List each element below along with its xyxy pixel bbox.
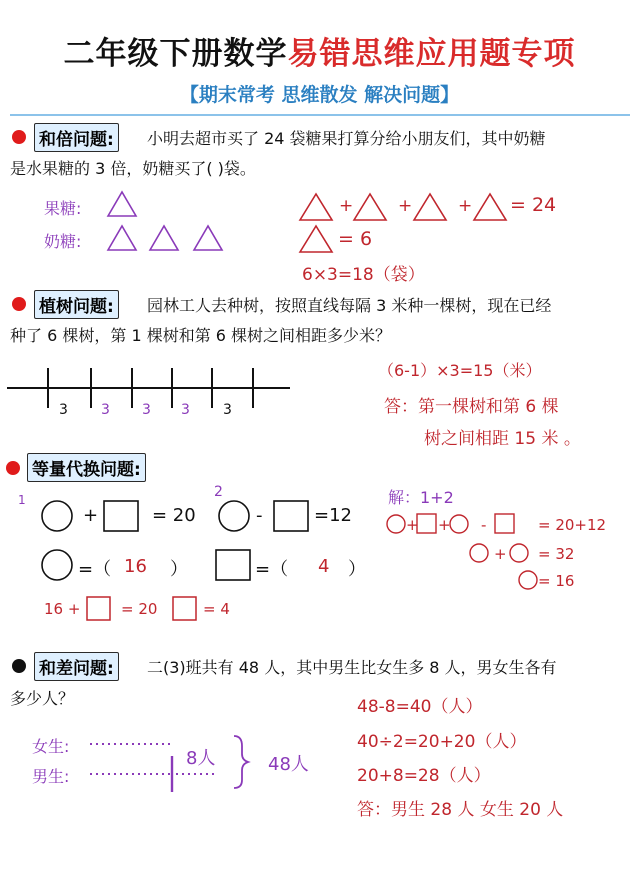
title-part2: 易错思维应用题专项	[287, 36, 576, 72]
square-answer-value: 4	[318, 556, 330, 577]
section4-question-line1: 二(3)班共有 48 人，其中男生比女生多 8 人，男女生各有	[147, 658, 557, 677]
circle-answer-value: 16	[124, 556, 147, 577]
section3-label: 等量代换问题:	[27, 453, 146, 482]
section2-answer-line2: 树之间相距 15 米 。	[424, 429, 581, 449]
sum-result: = 24	[510, 194, 557, 216]
check-left: 16 +	[44, 600, 81, 618]
solution-line1: = 20+12	[538, 516, 607, 534]
square-icon	[86, 596, 112, 622]
section2-label: 植树问题:	[34, 290, 119, 319]
fruit-candy-label: 果糖:	[44, 199, 82, 218]
plus-sign: +	[458, 196, 473, 216]
plus-sign: +	[398, 196, 413, 216]
boys-label: 男生:	[32, 767, 70, 786]
triangle-icon	[150, 226, 178, 250]
milk-candy-result: 6×3=18（袋）	[302, 265, 425, 285]
square-icon	[417, 514, 436, 533]
solution-shapes	[386, 512, 546, 592]
page-subtitle: 【期末常考 思维散发 解决问题】	[179, 84, 460, 106]
triangle-icon	[300, 226, 332, 252]
triangle-icon	[474, 194, 506, 220]
circle-answer-close: ）	[170, 559, 188, 580]
square-icon	[216, 550, 250, 580]
bullet-dot	[12, 130, 26, 144]
square-answer-close: ）	[348, 559, 366, 580]
spacing-label: 3	[181, 402, 190, 418]
svg-text:+: +	[438, 516, 451, 534]
equation2-result: =12	[314, 505, 352, 526]
square-icon	[172, 596, 198, 622]
section1-question-line2: 是水果糖的 3 倍，奶糖买了( )袋。	[10, 159, 256, 178]
triangle-icon	[300, 194, 332, 220]
square-icon	[104, 501, 138, 531]
section4-answer: 答：男生 28 人 女生 20 人	[357, 800, 564, 820]
circle-icon	[219, 501, 249, 531]
spacing-label: 3	[101, 402, 110, 418]
section4-calc2: 40÷2=20+20（人）	[357, 732, 527, 752]
square-answer-open: =（	[255, 559, 289, 580]
section1-question-line1: 小明去超市买了 24 袋糖果打算分给小朋友们，其中奶糖	[147, 129, 546, 148]
section4-question-line2: 多少人？	[10, 689, 75, 708]
circle-icon	[42, 550, 72, 580]
plus-sign: +	[83, 505, 99, 526]
solution-line2: = 32	[538, 545, 575, 563]
solution-title: 解：1+2	[388, 488, 454, 507]
divider	[10, 114, 630, 116]
section2-question-line2: 种了 6 棵树，第 1 棵树和第 6 棵树之间相距多少米？	[10, 326, 392, 345]
circle-icon	[470, 544, 488, 562]
milk-candy-label: 奶糖:	[44, 232, 82, 251]
square-check-result: = 4	[203, 600, 230, 618]
triangle-diagram	[100, 188, 235, 258]
spacing-label: 3	[59, 402, 68, 418]
section4-calc3: 20+8=28（人）	[357, 766, 491, 786]
square-icon	[495, 514, 514, 533]
total-label: 48人	[268, 754, 309, 775]
triangle-icon	[354, 194, 386, 220]
bullet-dot	[12, 297, 26, 311]
section2-calculation: （6-1）×3=15（米）	[378, 361, 542, 380]
section4-calc1: 48-8=40（人）	[357, 697, 483, 717]
triangle-icon	[108, 192, 136, 216]
svg-text:+: +	[406, 516, 419, 534]
spacing-label: 3	[223, 402, 232, 418]
circle-icon	[519, 571, 537, 589]
triangle-icon	[194, 226, 222, 250]
plus-sign: +	[339, 196, 354, 216]
svg-text:+: +	[494, 545, 507, 563]
triangle-icon	[414, 194, 446, 220]
section2-answer-line1: 答：第一棵树和第 6 棵	[384, 397, 559, 417]
bullet-dot	[6, 461, 20, 475]
circle-icon	[450, 515, 468, 533]
square-icon	[274, 501, 308, 531]
equation1-result: = 20	[152, 505, 196, 526]
circle-icon	[510, 544, 528, 562]
line-segment-diagram	[88, 728, 278, 796]
girls-label: 女生:	[32, 737, 70, 756]
equation-number: 1	[18, 493, 26, 507]
unit-result: = 6	[338, 228, 373, 250]
triangle-icon	[108, 226, 136, 250]
section4-label: 和差问题:	[34, 652, 119, 681]
difference-label: 8人	[186, 748, 216, 769]
section1-label: 和倍问题:	[34, 123, 119, 152]
spacing-label: 3	[142, 402, 151, 418]
minus-sign: -	[256, 505, 263, 526]
section2-question-line1: 园林工人去种树，按照直线每隔 3 米种一棵树，现在已经	[147, 296, 552, 315]
circle-icon	[42, 501, 72, 531]
title-part1: 二年级下册数学	[63, 36, 288, 72]
check-result: = 20	[121, 600, 158, 618]
bullet-dot	[12, 659, 26, 673]
circle-icon	[387, 515, 405, 533]
circle-answer-open: =（	[78, 559, 112, 580]
equation-number: 2	[214, 484, 223, 500]
solution-line3: = 16	[538, 572, 575, 590]
page-title	[0, 28, 639, 73]
svg-text:-: -	[481, 516, 487, 534]
